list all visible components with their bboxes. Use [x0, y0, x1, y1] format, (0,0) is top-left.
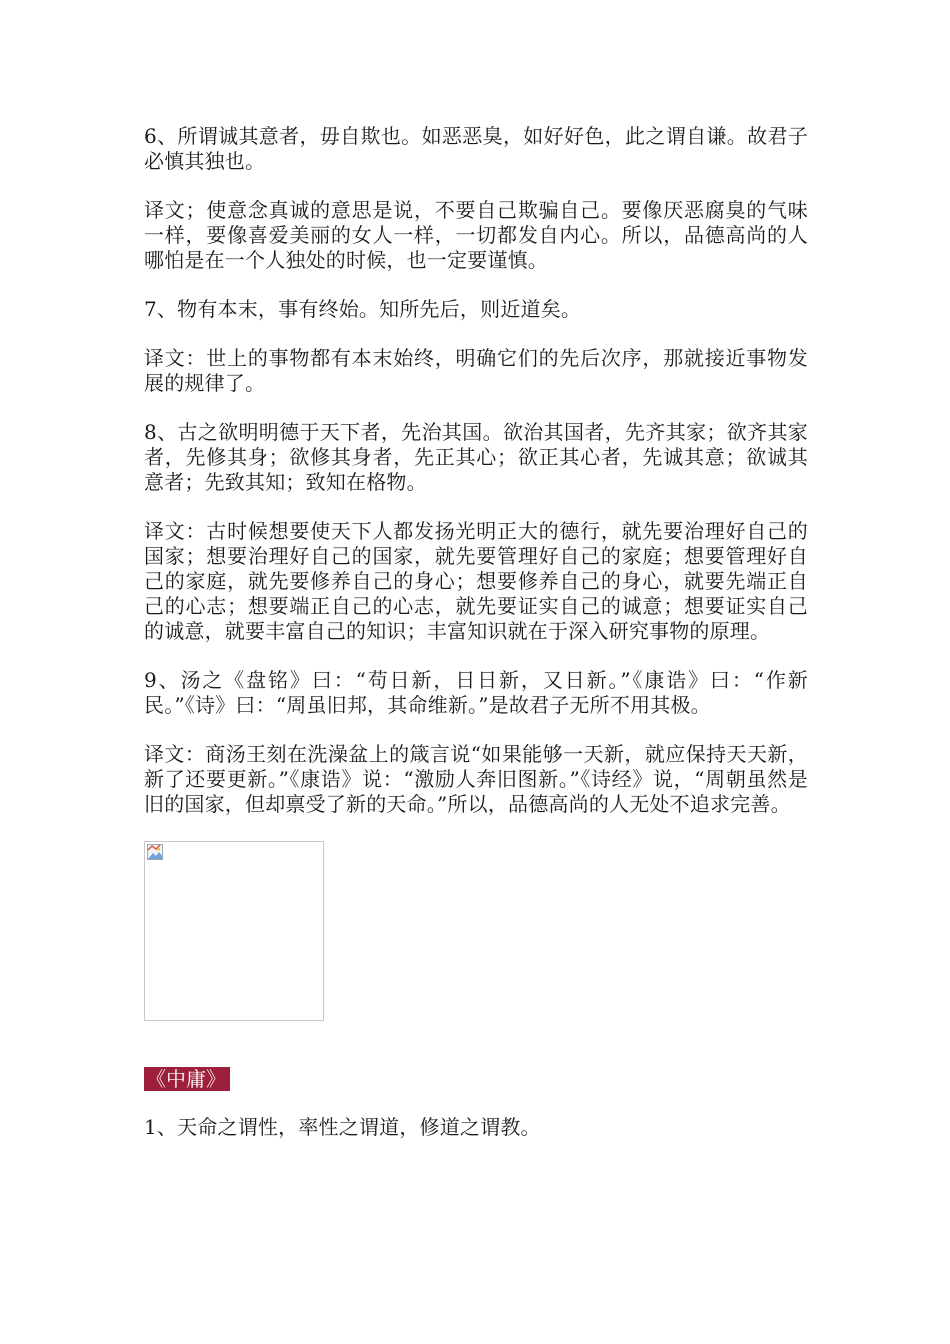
- translation-6: 译文；使意念真诚的意思是说，不要自己欺骗自己。要像厌恶腐臭的气味一样，要像喜爱美丽的女人一样，一切都发自内心。所以，品德高尚的人哪怕是在一个人独处的时候，也一定要谨慎。: [144, 198, 808, 272]
- broken-image-icon: [147, 844, 163, 860]
- image-placeholder: [144, 841, 324, 1021]
- translation-8: 译文：古时候想要使天下人都发扬光明正大的德行，就先要治理好自己的国家；想要治理好自己的国家，就先要管理好自己的家庭；想要管理好自己的家庭，就先要修养自己的身心；想要修养自己的身心，就要先端正自己的心志；想要端正自己的心志，就先要证实自己的诚意；想要证实自己的诚意，就要丰富自己的知识；丰富知识就在于深入研究事物的原理。: [144, 519, 808, 643]
- zhongyong-paragraph-1: 1、天命之谓性，率性之谓道，修道之谓教。: [144, 1115, 541, 1139]
- paragraph-7: 7、物有本末，事有终始。知所先后，则近道矣。: [144, 297, 582, 321]
- paragraph-8: 8、古之欲明明德于天下者，先治其国。欲治其国者，先齐其家；欲齐其家者，先修其身；欲修其身者，先正其心；欲正其心者，先诚其意；欲诚其意者；先致其知；致知在格物。: [144, 420, 808, 494]
- section-title-zhongyong: 《中庸》: [144, 1067, 230, 1091]
- paragraph-9: 9、汤之《盘铭》曰：“苟日新，日日新，又日新。”《康诰》曰：“作新民。”《诗》曰：“周虽旧邦，其命维新。”是故君子无所不用其极。: [144, 668, 808, 717]
- paragraph-6: 6、所谓诚其意者，毋自欺也。如恶恶臭，如好好色，此之谓自谦。故君子必慎其独也。: [144, 124, 808, 173]
- translation-9: 译文：商汤王刻在洗澡盆上的箴言说“如果能够一天新，就应保持天天新，新了还要更新。”《康诰》说：“激励人奔旧图新。”《诗经》说，“周朝虽然是旧的国家，但却禀受了新的天命。”所以，品德高尚的人无处不追求完善。: [144, 742, 808, 816]
- document-page: [144, 124, 808, 1164]
- translation-7: 译文：世上的事物都有本末始终，明确它们的先后次序，那就接近事物发展的规律了。: [144, 346, 808, 395]
